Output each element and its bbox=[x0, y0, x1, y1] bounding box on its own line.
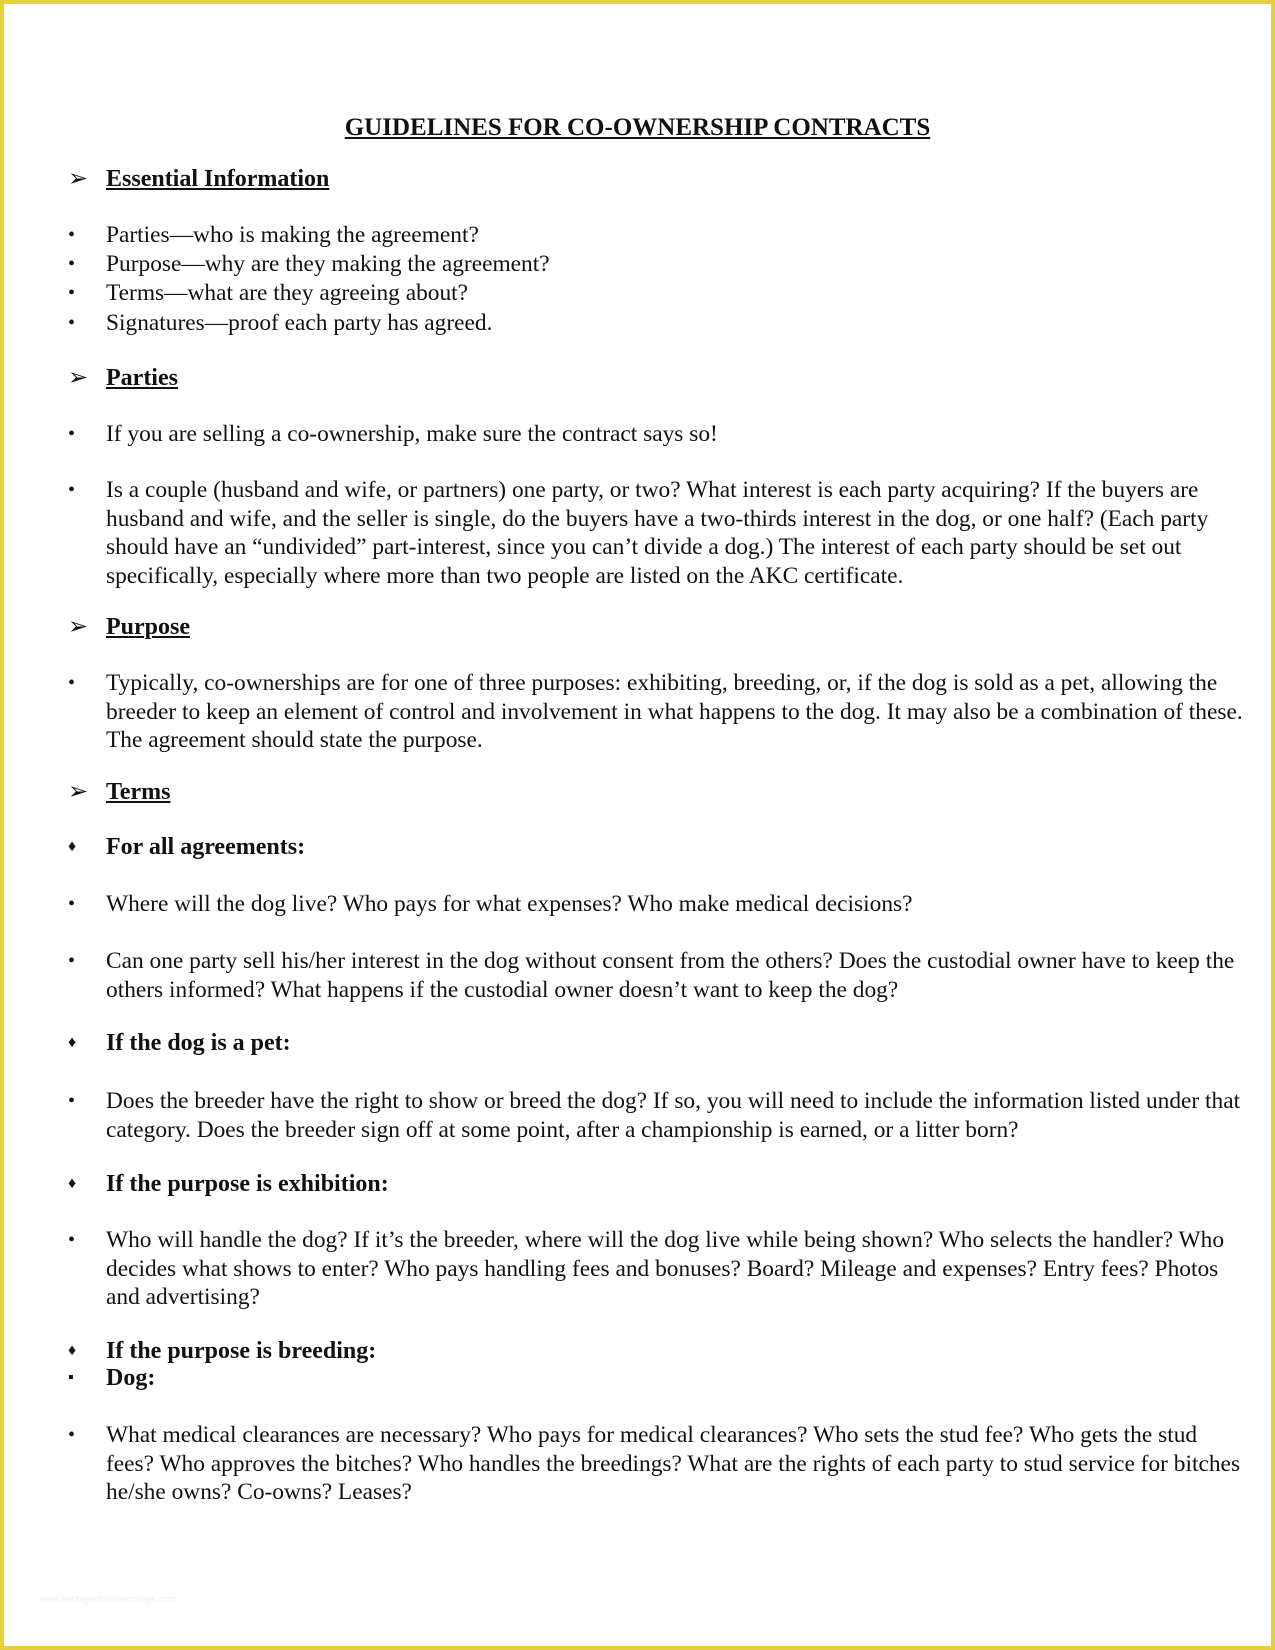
bullet-icon: • bbox=[68, 282, 76, 304]
section-heading: Terms bbox=[106, 779, 171, 805]
arrow-bullet-icon: ➢ bbox=[68, 614, 89, 640]
bullet-icon: • bbox=[68, 224, 76, 246]
watermark: www.heritagechristiancollege.com bbox=[40, 1594, 176, 1604]
bullet-icon: • bbox=[68, 950, 76, 972]
list-item: • Is a couple (husband and wife, or partners) one party, or two? What interest is each party acquiring? If the buyers are husband and wife, and the seller is single, do the buyers have a two-thirds interest in the dog, or one half? (Each party should have an “undivided” part-interest, since you can’t divide a dog.) The interest of each party should be set out specifically, especially where more than two people are listed on the AKC certificate. bbox=[68, 477, 1209, 589]
bullet-icon: • bbox=[68, 423, 76, 445]
list-item: • What medical clearances are necessary? Who pays for medical clearances? Who sets the stud fee? Who gets the stud fees? Who approves the bitches? Who handles the breedings? What are the rights of each party to stud service for bitches he/she owns? Co-owns? Leases? bbox=[68, 1422, 1241, 1505]
list-item: • Terms—what are they agreeing about? bbox=[68, 280, 469, 306]
section-heading: Purpose bbox=[106, 614, 190, 640]
subsection-all-agreements: ♦ For all agreements: bbox=[68, 834, 306, 860]
square-bullet-icon: ▪ bbox=[68, 1369, 74, 1386]
bullet-icon: • bbox=[68, 672, 76, 694]
subsection-pet: ♦ If the dog is a pet: bbox=[68, 1030, 291, 1056]
subsection-dog: ▪ Dog: bbox=[68, 1365, 156, 1391]
list-item: • Who will handle the dog? If it’s the breeder, where will the dog live while being shown? Who selects the handler? Who decides what shows to enter? Who pays handling fees and bonuses? Board? Mileage and expenses? Entry fees? Photos and advertising? bbox=[68, 1227, 1225, 1310]
diamond-bullet-icon: ♦ bbox=[68, 1175, 77, 1192]
list-item: • Purpose—why are they making the agreement? bbox=[68, 251, 550, 277]
list-item: • Where will the dog live? Who pays for what expenses? Who make medical decisions? bbox=[68, 891, 913, 917]
diamond-bullet-icon: ♦ bbox=[68, 1034, 77, 1051]
subsection-breeding: ♦ If the purpose is breeding: bbox=[68, 1338, 377, 1364]
section-heading: Essential Information bbox=[106, 166, 330, 192]
document-page bbox=[4, 4, 1271, 1646]
bullet-icon: • bbox=[68, 1229, 76, 1251]
list-item: • Typically, co-ownerships are for one of three purposes: exhibiting, breeding, or, if the dog is sold as a pet, allowing the breeder to keep an element of control and involvement in what happens to the dog. It may also be a combination of these. The agreement should state the purpose. bbox=[68, 670, 1243, 753]
list-item: • If you are selling a co-ownership, make sure the contract says so! bbox=[68, 421, 718, 447]
diamond-bullet-icon: ♦ bbox=[68, 1342, 77, 1359]
arrow-bullet-icon: ➢ bbox=[68, 779, 89, 805]
bullet-icon: • bbox=[68, 893, 76, 915]
list-item: • Does the breeder have the right to show or breed the dog? If so, you will need to include the information listed under that category. Does the breeder sign off at some point, after a championship is earned, or a litter born? bbox=[68, 1088, 1241, 1143]
subsection-exhibition: ♦ If the purpose is exhibition: bbox=[68, 1171, 389, 1197]
bullet-icon: • bbox=[68, 253, 76, 275]
arrow-bullet-icon: ➢ bbox=[68, 365, 89, 391]
document-title: GUIDELINES FOR CO-OWNERSHIP CONTRACTS bbox=[344, 114, 931, 141]
diamond-bullet-icon: ♦ bbox=[68, 838, 77, 855]
list-item: • Parties—who is making the agreement? bbox=[68, 222, 479, 248]
bullet-icon: • bbox=[68, 1090, 76, 1112]
bullet-icon: • bbox=[68, 1424, 76, 1446]
bullet-icon: • bbox=[68, 479, 76, 501]
section-purpose bbox=[68, 612, 190, 641]
section-heading: Parties bbox=[106, 365, 178, 391]
section-terms bbox=[68, 777, 170, 806]
bullet-icon: • bbox=[68, 312, 76, 334]
list-item: • Signatures—proof each party has agreed. bbox=[68, 310, 493, 336]
arrow-bullet-icon: ➢ bbox=[68, 166, 89, 192]
section-essential-information bbox=[68, 164, 329, 193]
section-parties bbox=[68, 363, 178, 392]
list-item: • Can one party sell his/her interest in the dog without consent from the others? Does the custodial owner have to keep the others informed? What happens if the custodial owner doesn’t want to keep the dog? bbox=[68, 948, 1235, 1003]
